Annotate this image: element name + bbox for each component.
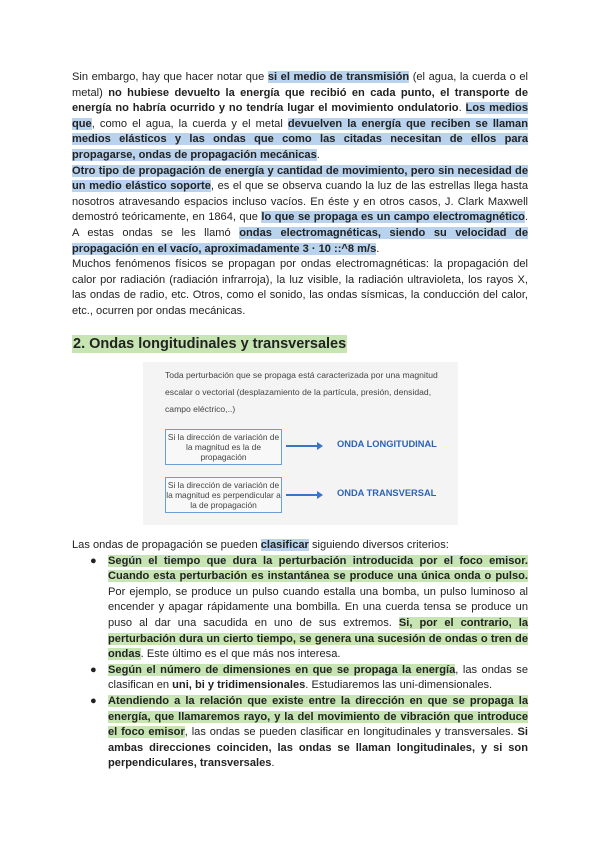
text: Por ejemplo, se produce un pulso cuando estalla una bomba, un pulso luminoso al encender y apagar rápidamente una bombilla. En una cuerda tensa se produce un puso al dar una sacudida en uno de sus extremos. (108, 585, 528, 629)
list-item (72, 663, 528, 694)
highlight: Atendiendo a la relación que existe entre la dirección en que se propaga la energía, que llamaremos rayo, y la del movimiento de vibración que introduce el foco emisor (108, 694, 528, 739)
text: siguiendo diversos criterios: (308, 539, 449, 551)
longitudinal-condition-box: Si la dirección de variación de la magnitud es la de propagación (165, 429, 282, 465)
arrow-icon (286, 445, 318, 447)
list-item (72, 694, 528, 772)
bold-text: uni, bi y tridimensionales (172, 679, 306, 692)
highlight: si el medio de transmisión (267, 71, 410, 83)
text: , las ondas se pueden clasificar en longitudinales y transversales. (184, 726, 518, 739)
text: (el agua, la cuerda o el metal) (72, 71, 528, 99)
highlight: lo que se propaga es un campo electromagnético (261, 211, 525, 224)
criteria-list (72, 554, 528, 772)
text: . (316, 148, 320, 161)
figure-intro: Toda perturbación que se propaga está caracterizada por una magnitud escalar o vectorial (desplazamiento de la partícula, presión, densidad, campo eléctrico,..) (165, 370, 438, 414)
bullet-icon: ● (90, 663, 97, 676)
transverse-condition-box: Si la dirección de variación de la magnitud es perpendicular a la de propagación (165, 477, 282, 513)
text: Las ondas de propagación se pueden (72, 539, 261, 551)
paragraph-examples: Muchos fenómenos físicos se propagan por ondas electromagnéticas: la propagación del calor por radiación (radiación infrarroja), la luz visible, la radiación ultravioleta, los rayos X, las ondas de radio, etc. Otros, como el sonido, las ondas sísmicas, la conducción del calor, etc., ocurren por ondas mecánicas. (72, 258, 528, 317)
transverse-label: ONDA TRANSVERSAL (337, 488, 437, 498)
bullet-icon: ● (90, 694, 97, 707)
classification-section (72, 538, 528, 772)
list-item (72, 554, 528, 663)
highlight: devuelven la energía que reciben se llaman medios elásticos y las ondas que como las citadas necesitan de ellos para propagarse, ondas de propagación mecánicas (72, 117, 528, 161)
highlight: Según el número de dimensiones en que se propaga la energía (108, 663, 456, 676)
bold-text: no hubiese devuelto la energía que recibió en cada punto, el transporte de energía no habría ocurrido y no tendría lugar el movimiento ondulatorio (72, 86, 529, 115)
wave-classification-figure (143, 362, 458, 525)
classify-intro (72, 538, 528, 554)
bullet-icon: ● (90, 554, 97, 567)
text: Sin embargo, hay que hacer notar que (72, 71, 268, 83)
text: , las ondas se clasifican en (108, 663, 529, 692)
highlight: Los medios que (72, 102, 528, 130)
paragraph-mechanical-waves (72, 70, 528, 164)
text: . Estudiaremos las uni-dimensionales. (305, 679, 493, 692)
section-heading: 2. Ondas longitudinales y transversales (73, 336, 347, 352)
text: . A estas ondas se les llamó (72, 211, 528, 239)
text: , es el que se observa cuando la luz de las estrellas llega hasta nosotros atravesando espacios incluso vacíos. En éste y en otros casos, J. Clark Maxwell demostró teóricamente, en 1864, que (72, 180, 528, 224)
highlight: Otro tipo de propagación de energía y cantidad de movimiento, pero sin necesidad de un medio elástico soporte (72, 164, 528, 193)
longitudinal-label: ONDA LONGITUDINAL (337, 439, 437, 449)
text: . (458, 102, 466, 115)
highlight: Según el tiempo que dura la perturbación introducida por el foco emisor. Cuando esta perturbación es instantánea se produce una única onda o pulso. (108, 554, 528, 583)
highlight: ondas electromagnéticas, siendo su velocidad de propagación en el vacío, aproximadamente 3 · 10 ::^8 m/s (72, 226, 528, 255)
bold-text: Si ambas direcciones coinciden, las ondas se llaman longitudinales, y si son perpendiculares, transversales (108, 726, 528, 770)
text: , como el agua, la cuerda y el metal (91, 117, 288, 130)
document-body (72, 70, 528, 320)
highlight: clasificar (260, 539, 309, 551)
arrow-icon (286, 494, 318, 496)
text: . Este último es el que más nos interesa. (140, 648, 341, 661)
text: . (271, 757, 275, 770)
paragraph-electromagnetic-waves (72, 164, 528, 258)
text: . (376, 242, 380, 255)
highlight: Si, por el contrario, la perturbación dura un cierto tiempo, se genera una sucesión de ondas o tren de ondas (108, 616, 529, 661)
